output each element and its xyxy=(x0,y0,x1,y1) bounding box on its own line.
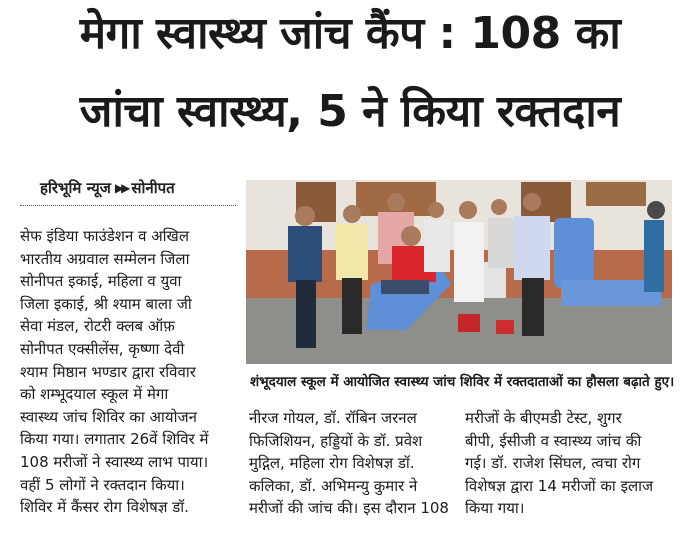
photo-window xyxy=(586,182,646,206)
article-line: कलिका, डॉ. अभिमन्यु कुमार ने xyxy=(249,476,418,495)
article-line: नीरज गोयल, डॉ. रॉबिन जरनल xyxy=(249,409,417,427)
article-line: शिविर में कैंसर रोग विशेषज्ञ डॉ. xyxy=(20,498,189,517)
article-line: सेफ इंडिया फाउंडेशन व अखिल xyxy=(20,227,189,245)
headline-line-1: मेगा स्वास्थ्य जांच कैंप : 108 का xyxy=(79,8,621,59)
article-line: वहीं 5 लोगों ने रक्तदान किया। xyxy=(20,475,185,494)
article-line: मरीजों की जांच की। इस दौरान 108 xyxy=(249,499,449,518)
article-column-3 xyxy=(465,407,680,520)
article-line: भारतीय अग्रवाल सम्मेलन जिला xyxy=(20,249,190,268)
byline-divider xyxy=(20,205,236,206)
byline-place: सोनीपत xyxy=(131,179,175,197)
article-line: स्वास्थ्य जांच शिविर का आयोजन xyxy=(20,407,197,426)
headline-line-2: जांचा स्वास्थ्य, 5 ने किया रक्तदान xyxy=(79,86,621,137)
byline-agency: हरिभूमि न्यूज xyxy=(40,179,111,197)
article-line: किया गया। लगातार 26वें शिविर में xyxy=(20,430,209,449)
byline xyxy=(40,178,175,198)
article-line: सोनीपत इकाई, महिला व युवा xyxy=(20,272,182,291)
article-line: सोनीपत एक्सीलेंस, कृष्णा देवी xyxy=(20,339,185,358)
article-line: मरीजों के बीएमडी टेस्ट, शुगर xyxy=(465,409,622,427)
article-column-2 xyxy=(249,407,452,520)
article-line: मुद्गिल, महिला रोग विशेषज्ञ डॉ. xyxy=(249,454,415,473)
photo-caption: शंभूदयाल स्कूल में आयोजित स्वास्थ्य जांच शिविर में रक्तदाताओं का हौसला बढ़ाते हुए। xyxy=(250,374,675,390)
article-column-1 xyxy=(20,225,236,519)
article-line: को शम्भूदयाल स्कूल में मेगा xyxy=(20,385,169,404)
photo-red-bag xyxy=(458,314,480,332)
article-line: किया गया। xyxy=(465,499,525,518)
article-line: फिजिशियन, हड्डियों के डॉ. प्रवेश xyxy=(249,431,423,450)
camp-photo xyxy=(246,180,672,364)
article-line: सेवा मंडल, रोटरी क्लब ऑफ़ xyxy=(20,317,175,336)
article-line: गई। डॉ. राजेश सिंघल, त्वचा रोग xyxy=(465,454,641,473)
article-line: जिला इकाई, श्री श्याम बाला जी xyxy=(20,294,192,313)
article-line: विशेषज्ञ द्वारा 14 मरीजों का इलाज xyxy=(465,476,654,495)
article-line: 108 मरीजों ने स्वास्थ्य लाभ पाया। xyxy=(20,452,209,471)
article-line: श्याम मिष्ठान भण्डार द्वारा रविवार xyxy=(20,362,196,381)
article-line: बीपी, ईसीजी व स्वास्थ्य जांच की xyxy=(465,431,642,450)
photo-bed-right xyxy=(554,218,594,288)
byline-arrows-icon: ▶▶ xyxy=(114,181,128,195)
photo-red-bag xyxy=(496,320,514,334)
